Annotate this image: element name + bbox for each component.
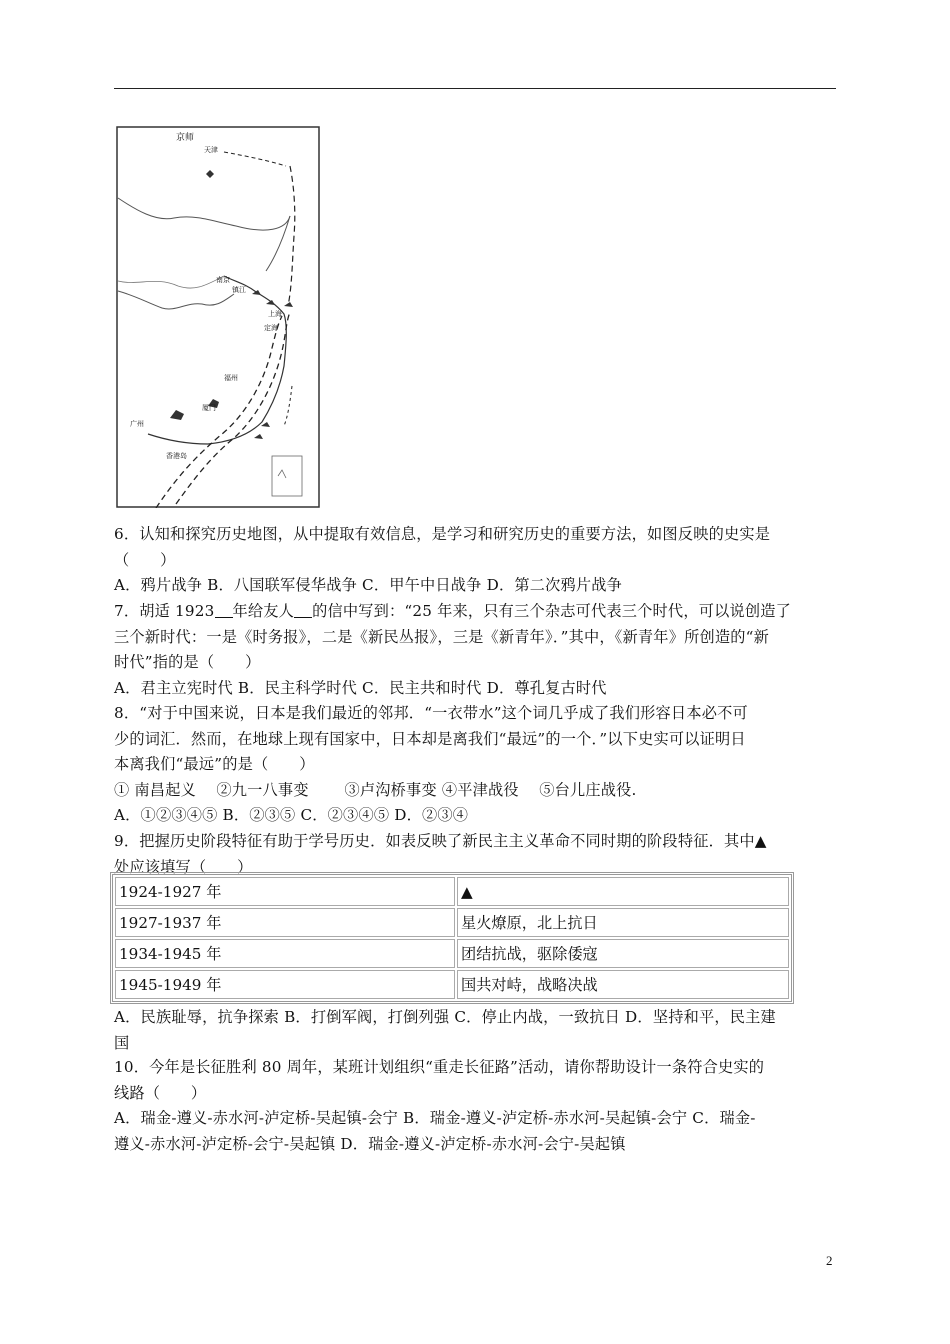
- q8-options: A．①②③④⑤ B．②③⑤ C．②③④⑤ D．②③④: [114, 806, 469, 825]
- historical-war-map: [116, 126, 320, 508]
- table-row: [115, 939, 789, 968]
- map-label-hongkong: 香港岛: [166, 452, 187, 460]
- question-6: [114, 522, 836, 599]
- q8-stem-line-2: 少的词汇．然而，在地球上现有国家中，日本却是离我们“最远”的一个．”以下史实可以证明日: [114, 729, 746, 748]
- map-label-shanghai: 上海: [268, 310, 282, 318]
- question-7: [114, 599, 836, 701]
- table-cell-period: 1945-1949 年: [115, 970, 455, 999]
- table-cell-feature: 国共对峙，战略决战: [457, 970, 789, 999]
- q6-stem-line-2: （ ）: [114, 550, 176, 569]
- q9-stem-line-2: 处应该填写（ ）: [114, 857, 253, 876]
- q7-stem-part-c: 的信中写到：“25 年来，只有三个杂志可代表三个时代，可以说创造了: [312, 602, 792, 620]
- map-label-xiamen: 厦门: [202, 404, 216, 412]
- q7-stem-part-b: 年给友人: [232, 602, 295, 620]
- map-label-dinghai: 定海: [264, 324, 278, 332]
- stage-feature-table: [110, 872, 794, 1004]
- q7-stem-line-1: [114, 599, 836, 625]
- q10-stem-line-2: 线路（ ）: [114, 1083, 207, 1102]
- q7-stem-line-3: 时代”指的是（ ）: [114, 653, 261, 672]
- table-row: [115, 908, 789, 937]
- table-cell-period: 1934-1945 年: [115, 939, 455, 968]
- q6-options: A．鸦片战争 B．八国联军侵华战争 C．甲午中日战争 D．第二次鸦片战争: [114, 576, 623, 595]
- map-label-capital: 京师: [176, 132, 195, 142]
- map-label-nanjing: 南京: [216, 276, 230, 284]
- q7-blank-2: [294, 603, 312, 618]
- question-10: [114, 1055, 836, 1157]
- table-cell-feature: 团结抗战，驱除倭寇: [457, 939, 789, 968]
- q10-options-line-2: 遵义-赤水河-泸定桥-会宁-吴起镇 D．瑞金-遵义-泸定桥-赤水河-会宁-吴起镇: [114, 1134, 626, 1153]
- table-cell-feature: 星火燎原，北上抗日: [457, 908, 789, 937]
- table-cell-period: 1924-1927 年: [115, 877, 455, 906]
- map-label-zhenjiang: 镇江: [232, 286, 246, 294]
- q7-blank-1: [215, 603, 233, 618]
- question-9-options: [114, 1005, 836, 1056]
- q10-options-line-1: A．瑞金-遵义-赤水河-泸定桥-吴起镇-会宁 B．瑞金-遵义-泸定桥-赤水河-吴起镇-会宁 C．瑞金-: [114, 1109, 756, 1128]
- page-number: 2: [826, 1253, 833, 1268]
- header-rule: [114, 88, 836, 89]
- map-label-tianjin: 天津: [204, 146, 218, 154]
- map-label-fuzhou: 福州: [224, 374, 238, 382]
- table-cell-period: 1927-1937 年: [115, 908, 455, 937]
- q7-options: A．君主立宪时代 B．民主科学时代 C．民主共和时代 D．尊孔复古时代: [114, 678, 607, 697]
- map-label-guangzhou: 广州: [130, 420, 144, 428]
- q7-stem-line-2: 三个新时代：一是《时务报》，二是《新民丛报》，三是《新青年》．”其中，《新青年》所创造的“新: [114, 627, 769, 646]
- q8-stem-line-1: 8．“对于中国来说，日本是我们最近的邻邦．“一衣带水”这个词几乎成了我们形容日本必不可: [114, 704, 748, 722]
- q9-options-line-2: 国: [114, 1033, 130, 1052]
- table-row: [115, 877, 789, 906]
- q9-stem-line-1: 9．把握历史阶段特征有助于学号历史．如表反映了新民主主义革命不同时期的阶段特征．其中▲: [114, 832, 767, 850]
- question-8: [114, 701, 836, 829]
- table-cell-feature: ▲: [457, 877, 789, 906]
- table-row: [115, 970, 789, 999]
- q6-stem-line-1: 6．认知和探究历史地图，从中提取有效信息，是学习和研究历史的重要方法，如图反映的史实是: [114, 525, 771, 543]
- q8-items: ① 南昌起义 ②九一八事变 ③卢沟桥事变 ④平津战役 ⑤台儿庄战役.: [114, 780, 637, 799]
- q7-stem-part-a: 7．胡适 1923: [114, 602, 215, 620]
- q8-stem-line-3: 本离我们“最远”的是（ ）: [114, 755, 315, 774]
- q9-options-line-1: A．民族耻辱，抗争探索 B．打倒军阀，打倒列强 C．停止内战，一致抗日 D．坚持和平，民主建: [114, 1008, 776, 1026]
- q10-stem-line-1: 10．今年是长征胜利 80 周年，某班计划组织“重走长征路”活动，请你帮助设计一条符合史实的: [114, 1058, 765, 1076]
